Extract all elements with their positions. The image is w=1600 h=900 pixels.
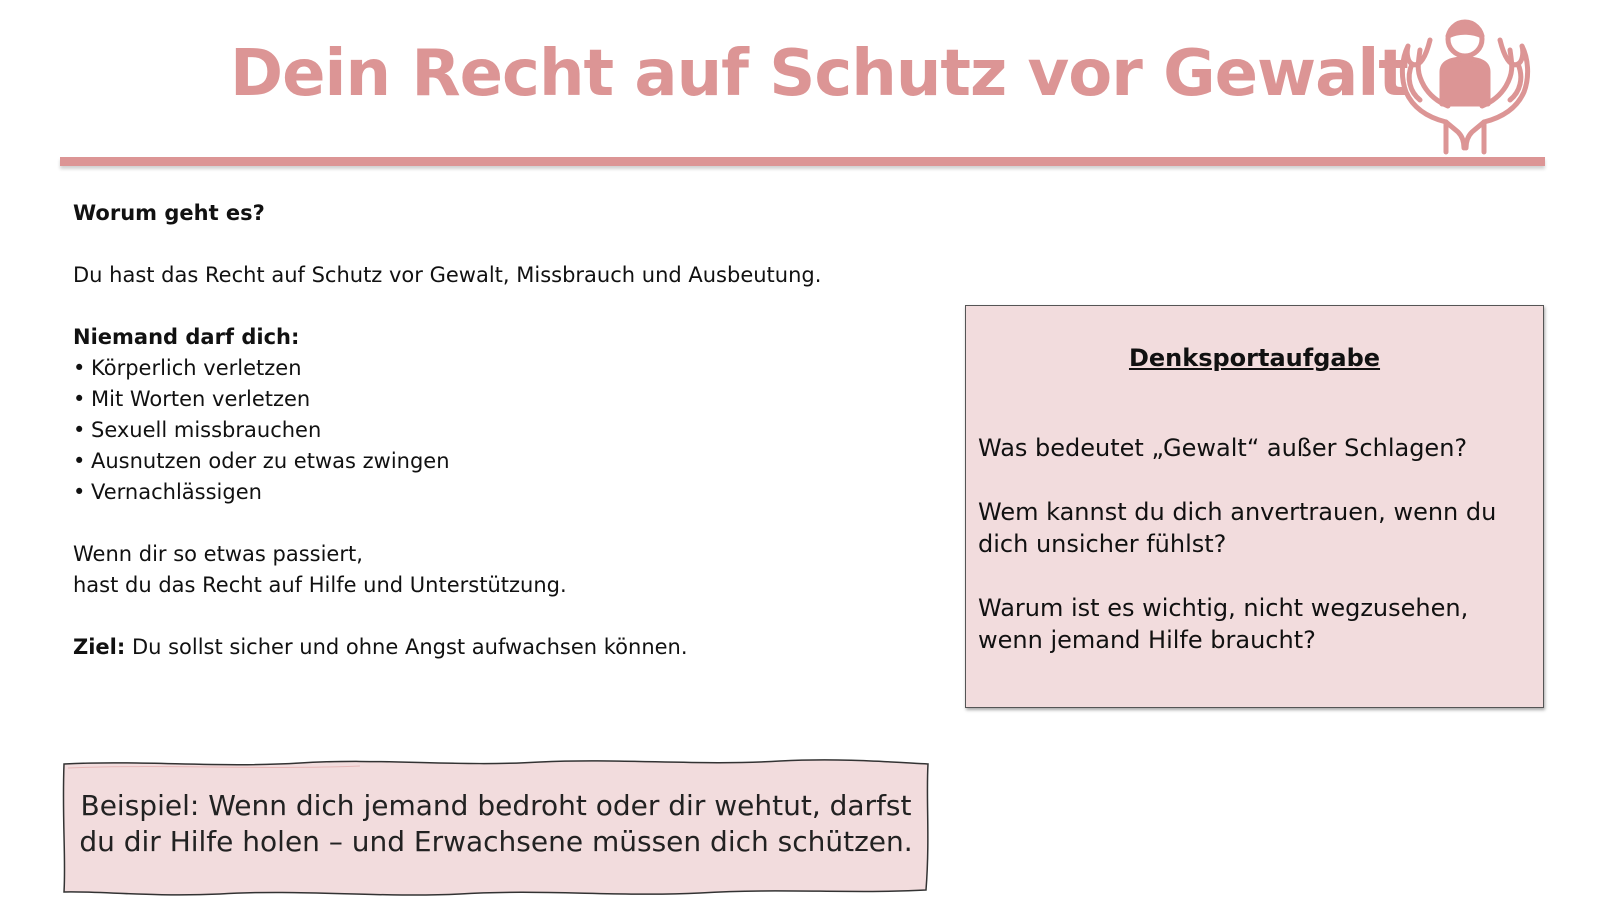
goal-text: [73, 632, 933, 663]
list-item: • Körperlich verletzen: [73, 356, 302, 380]
puzzle-question: Was bedeutet „Gewalt“ außer Schlagen?: [978, 434, 1468, 462]
example-text: Beispiel: Wenn dich jemand bedroht oder dir wehtut, darfst du dir Hilfe holen – und Erwachsene müssen dich schützen.: [79, 789, 913, 858]
puzzle-box: [965, 305, 1544, 708]
example-box: [60, 758, 932, 896]
help-text-line-2: hast du das Recht auf Hilfe und Unterstützung.: [73, 573, 567, 597]
help-text-line-1: Wenn dir so etwas passiert,: [73, 542, 363, 566]
main-content: [73, 198, 933, 663]
prohibition-list: [73, 353, 933, 508]
list-item: • Mit Worten verletzen: [73, 387, 311, 411]
list-heading: Niemand darf dich:: [73, 325, 300, 349]
hands-protecting-child-icon: [1390, 6, 1540, 156]
list-item: • Vernachlässigen: [73, 480, 262, 504]
goal-description: Du sollst sicher und ohne Angst aufwachsen können.: [125, 635, 688, 659]
list-item: • Sexuell missbrauchen: [73, 418, 322, 442]
list-item: • Ausnutzen oder zu etwas zwingen: [73, 449, 450, 473]
title-divider: [60, 157, 1545, 166]
section-heading: Worum geht es?: [73, 201, 265, 225]
page-title: Dein Recht auf Schutz vor Gewalt: [230, 37, 1408, 111]
puzzle-title: Denksportaufgabe: [1128, 344, 1381, 372]
goal-label: Ziel:: [73, 635, 126, 659]
puzzle-question: Warum ist es wichtig, nicht wegzusehen, wenn jemand Hilfe braucht?: [978, 594, 1469, 654]
intro-text: Du hast das Recht auf Schutz vor Gewalt, Missbrauch und Ausbeutung.: [73, 263, 822, 287]
puzzle-question: Wem kannst du dich anvertrauen, wenn du dich unsicher fühlst?: [978, 498, 1497, 558]
